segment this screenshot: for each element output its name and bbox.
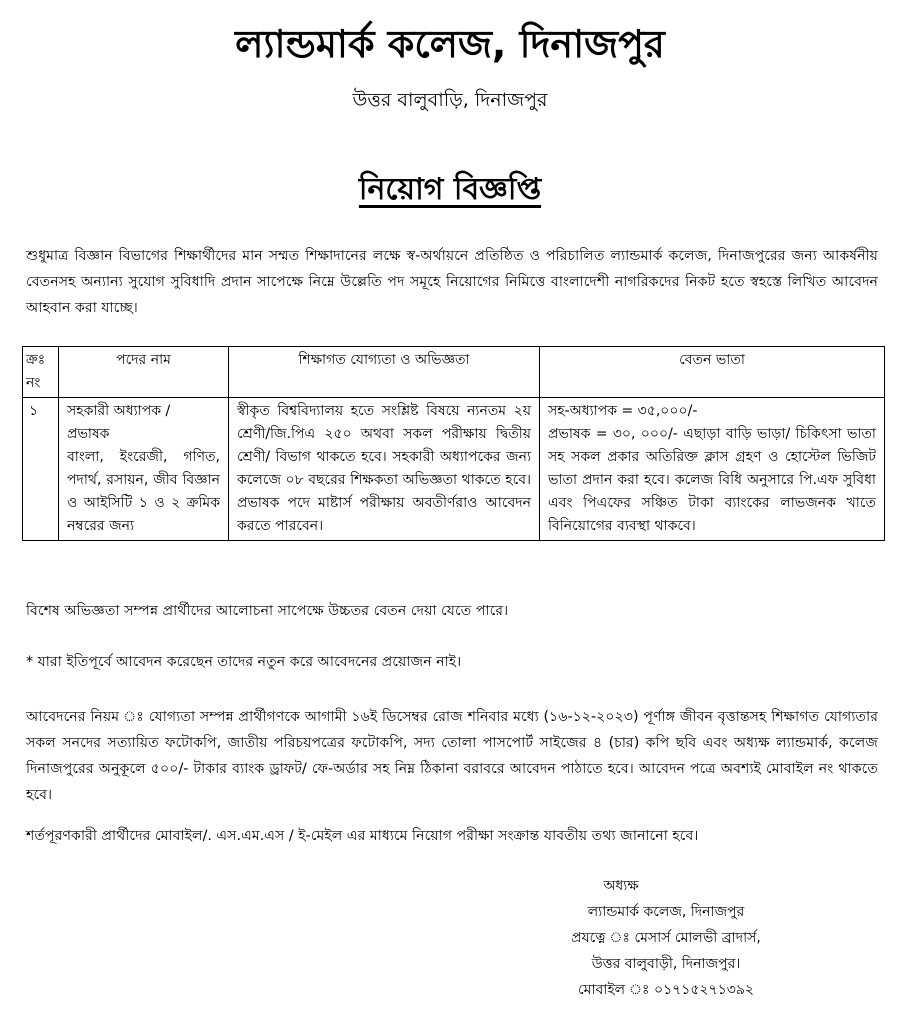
post-cell (59, 398, 229, 541)
post-subtitle: প্রভাষক (67, 426, 110, 442)
salary-details: প্রভাষক = ৩০, ০০০/- এছাড়া বাড়ি ভাড়া/ চিকিৎসা ভাতা সহ সকল প্রকার অতিরিক্ত ক্লাস গ্রহণ ও হোস্টেল ভিজিট ভাতা প্রদান করা হবে। কলেজ বিধি অনুসারে পি.এফ সুবিধা এবং পিএফের সঞ্চিত টাকা ব্যাংকের লাভজনক খাতে বিনিয়োগের ব্যবস্থা থাকবে। (548, 426, 876, 534)
signature-college: ল্যান্ডমার্ক কলেজ, দিনাজপুর (587, 904, 745, 920)
serial-cell: ১ (23, 398, 59, 541)
positions-table (22, 346, 885, 541)
signature-care-of: প্রযত্নে ঃ মেসার্স মোলভী ব্রাদার্স, (571, 930, 761, 946)
signature-mobile: মোবাইল ঃ ০১৭১৫২৭১৩৯২ (577, 982, 755, 998)
college-address: উত্তর বালুবাড়ি, দিনাজপুর (352, 89, 548, 111)
notice-title-text: নিয়োগ বিজ্ঞপ্তি (358, 172, 542, 207)
qualification-cell: স্বীকৃত বিশ্ববিদ্যালয় হতে সংশ্লিষ্ট বিষয়ে ন্যনতম ২য় শ্রেণী/জি.পিএ ২৫০ অথবা সকল পরীক্ষায় দ্বিতীয় শ্রেণী/ বিভাগ থাকতে হবে। সহকারী অধ্যাপকের জন্য কলেজে ০৮ বছরের শিক্ষকতা অভিজ্ঞতা থাকতে হবে। প্রভাষক পদে মাষ্টার্স পরীক্ষায় অবতীর্ণরাও আবেদন করতে পারবেন। (229, 398, 540, 541)
post-title: সহকারী অধ্যাপক / (67, 403, 171, 419)
qualification-header: শিক্ষাগত যোগ্যতা ও অভিজ্ঞতা (229, 347, 540, 398)
serial-header-line2: নং (26, 375, 41, 391)
signature-address: উত্তর বালুবাড়ী, দিনাজপুর। (591, 956, 741, 972)
serial-header (23, 347, 59, 398)
application-rules: আবেদনের নিয়ম ঃ যোগ্যতা সম্পন্ন প্রার্থীগণকে আগামী ১৬ই ডিসেম্বর রোজ শনিবার মধ্যে (১৬-১২-২০২৩) পূর্ণাঙ্গ জীবন বৃত্তান্তসহ শিক্ষাগত যোগ্যতার সকল সনদের সত্যায়িত ফটোকপি, জাতীয় পরিচয়পত্রের ফটোকপি, সদ্য তোলা পাসপোর্ট সাইজের ৪ (চার) কপি ছবি এবং অধ্যক্ষ ল্যান্ডমার্ক, কলেজ দিনাজপুরের অনুকূলে ৫০০/- টাকার ব্যাংক ড্রাফট/ ফে-অর্ডার সহ নিম্ন ঠিকানা বরাবরে আবেদন পাঠাতে হবে। আবেদন পত্রে অবশ্যই মোবাইল নং থাকতে হবে। (26, 709, 878, 803)
table-row (23, 398, 885, 541)
salary-associate-professor: সহ-অধ্যাপক = ৩৫,০০০/- (548, 403, 698, 419)
post-header: পদের নাম (59, 347, 229, 398)
signature-block (456, 873, 876, 1003)
college-name: ল্যান্ডমার্ক কলেজ, দিনাজপুর (235, 22, 665, 66)
table-header-row (23, 347, 885, 398)
salary-header: বেতন ভাতা (540, 347, 885, 398)
signature-title: অধ্যক্ষ (603, 878, 639, 894)
contact-note: শর্তপূরণকারী প্রার্থীদের মোবাইল/. এস.এম.এস / ই-মেইল এর মাধ্যমে নিয়োগ পরীক্ষা সংক্রান্ত যাবতীয় তথ্য জানানো হবে। (26, 828, 699, 844)
reapply-note: * যারা ইতিপূর্বে আবেদন করেছেন তাদের নতুন করে আবেদনের প্রয়োজন নাই। (26, 654, 462, 670)
experience-note: বিশেষ অভিজ্ঞতা সম্পন্ন প্রার্থীদের আলোচনা সাপেক্ষে উচ্চতর বেতন দেয়া যেতে পারে। (26, 603, 509, 619)
post-subjects: বাংলা, ইংরেজী, গণিত, পদার্থ, রসায়ন, জীব বিজ্ঞান ও আইসিটি ১ ও ২ ক্রমিক নম্বরের জন্য (67, 449, 220, 534)
notice-title (0, 168, 900, 212)
serial-header-line1: ক্রঃ (26, 352, 46, 368)
salary-cell (540, 398, 885, 541)
intro-paragraph: শুধুমাত্র বিজ্ঞান বিভাগের শিক্ষার্থীদের মান সম্মত শিক্ষাদানের লক্ষে স্ব-অর্থায়নে প্রতিষ্ঠিত ও পরিচালিত ল্যান্ডমার্ক কলেজ, দিনাজপুরের জন্য আকর্ষনীয় বেতনসহ অন্যান্য সুযোগ সুবিধাদি প্রদান সাপেক্ষে নিম্নে উল্লেতি পদ সমূহে নিয়োগের নিমিত্তে বাংলাদেশী নাগরিকদের নিকট হতে স্বহস্তে লিখিত আবেদন আহবান করা যাচ্ছে। (26, 248, 878, 316)
